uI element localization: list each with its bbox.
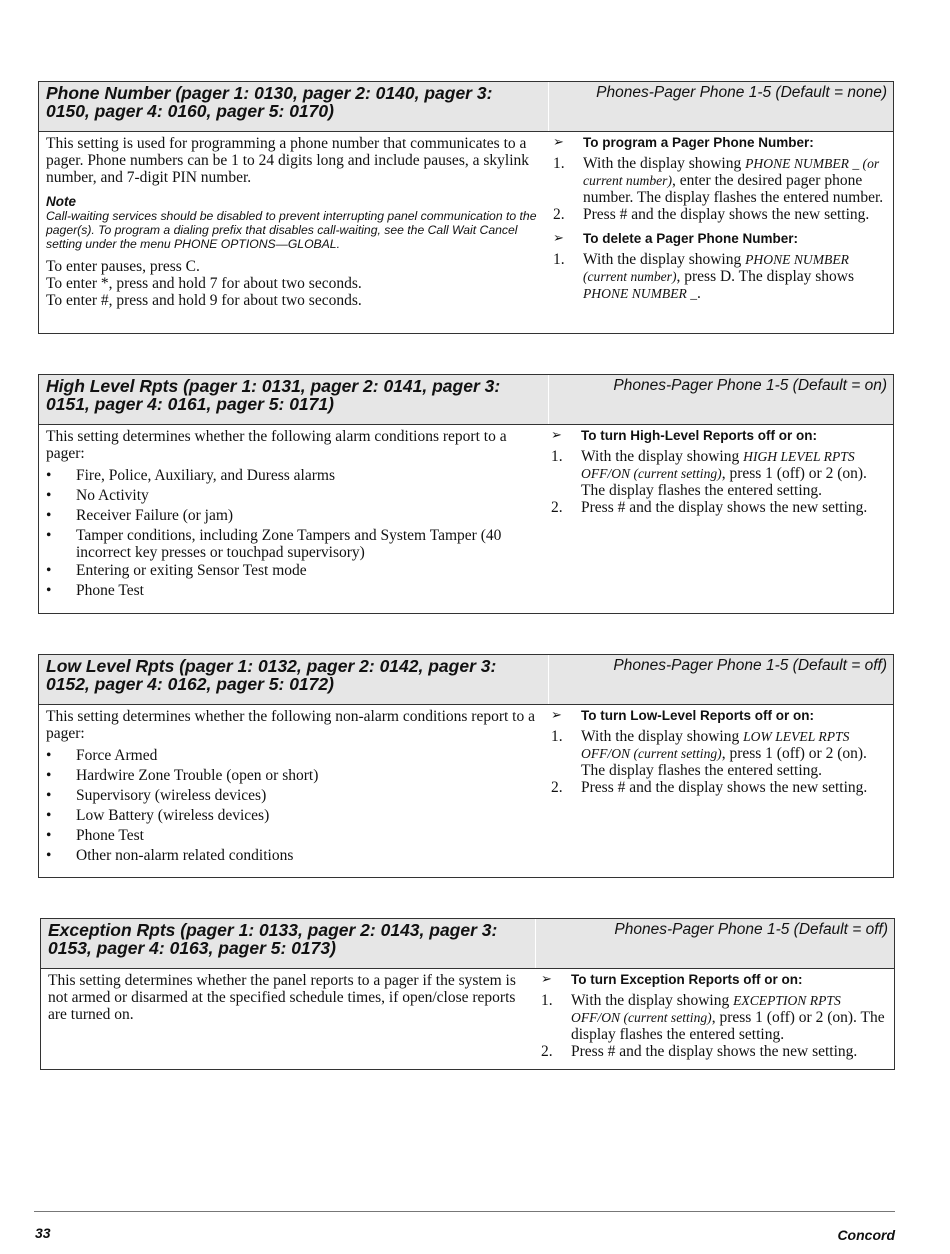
procedure-step: 1. With the display showing EXCEPTION RPTS OFF/ON (current setting), press 1 (off) or 2 (on). The display flashes the entered setting. [541, 992, 885, 1043]
section-procedure [547, 132, 893, 315]
bullet-list [46, 466, 541, 601]
section-title: Low Level Rpts (pager 1: 0132, pager 2: 0142, pager 3: 0152, pager 4: 0162, pager 5: 0172) [39, 655, 549, 704]
section-title: Phone Number (pager 1: 0130, pager 2: 0140, pager 3: 0150, pager 4: 0160, pager 5: 0170) [39, 82, 549, 131]
section-default: Phones-Pager Phone 1-5 (Default = none) [596, 84, 887, 101]
list-item: • Entering or exiting Sensor Test mode [46, 562, 307, 579]
section-title: Exception Rpts (pager 1: 0133, pager 2: 0143, pager 3: 0153, pager 4: 0163, pager 5: 0173) [41, 919, 536, 968]
intro-text: This setting determines whether the panel reports to a pager if the system is not armed or disarmed at the specified schedule times, if open/close reports are turned on. [48, 972, 516, 1023]
procedure-heading: ➢ To turn Low-Level Reports off or on: [551, 708, 814, 723]
list-item: • Fire, Police, Auxiliary, and Duress alarms [46, 467, 335, 484]
section-default: Phones-Pager Phone 1-5 (Default = off) [613, 657, 887, 674]
list-item: • Low Battery (wireless devices) [46, 807, 270, 824]
procedure-step: 1. With the display showing PHONE NUMBER (current number), press D. The display shows PHONE NUMBER _. [553, 251, 855, 302]
list-item: • Supervisory (wireless devices) [46, 787, 267, 804]
list-item: • Hardwire Zone Trouble (open or short) [46, 767, 319, 784]
procedure-step: 1. With the display showing PHONE NUMBER _ (or current number), enter the desired pager phone number. The display flashes the entered number. [553, 155, 884, 206]
list-item: • No Activity [46, 487, 149, 504]
bullet-list [46, 746, 541, 866]
section-phone-number [38, 81, 894, 334]
procedure-step: 2. Press # and the display shows the new setting. [551, 499, 868, 516]
list-item: • Phone Test [46, 827, 144, 844]
section-default: Phones-Pager Phone 1-5 (Default = on) [613, 377, 887, 394]
procedure-step: 2. Press # and the display shows the new setting. [553, 206, 870, 223]
section-description [41, 969, 536, 1066]
procedure-step: 1. With the display showing HIGH LEVEL RPTS OFF/ON (current setting), press 1 (off) or 2 (on). The display flashes the entered setting. [551, 448, 867, 499]
procedure-step: 1. With the display showing LOW LEVEL RPTS OFF/ON (current setting), press 1 (off) or 2 (on). The display flashes the entered setting. [551, 728, 867, 779]
footer-brand: Concord [837, 1227, 895, 1243]
arrow-icon: ➢ [553, 135, 564, 150]
section-header [39, 375, 893, 425]
procedure-heading: ➢ To turn High-Level Reports off or on: [551, 428, 817, 443]
note-body: Call-waiting services should be disabled to prevent interrupting panel communication to the pager(s). To program a dialing prefix that disables call-waiting, see the Call Wait Cancel setting under the menu PHONE OPTIONS—GLOBAL. [46, 209, 537, 251]
section-title: High Level Rpts (pager 1: 0131, pager 2: 0141, pager 3: 0151, pager 4: 0161, pager 5: 0171) [39, 375, 549, 424]
intro-text: This setting is used for programming a phone number that communicates to a pager. Phone numbers can be 1 to 24 digits long and include pauses, a skylink number, and 7-digit PIN number. [46, 135, 529, 186]
procedure-step: 2. Press # and the display shows the new setting. [551, 779, 868, 796]
section-description [39, 425, 547, 607]
procedure-heading: ➢ To turn Exception Reports off or on: [541, 972, 803, 987]
instruction-line: To enter *, press and hold 7 for about two seconds. [46, 275, 362, 292]
intro-text: This setting determines whether the following non-alarm conditions report to a pager: [46, 708, 535, 742]
intro-text: This setting determines whether the following alarm conditions report to a pager: [46, 428, 507, 462]
list-item: • Receiver Failure (or jam) [46, 507, 234, 524]
instruction-line: To enter #, press and hold 9 for about two seconds. [46, 292, 362, 309]
page-number: 33 [35, 1225, 51, 1241]
arrow-icon: ➢ [553, 231, 564, 246]
procedure-step: 2. Press # and the display shows the new setting. [541, 1043, 858, 1060]
procedure-heading: ➢ To delete a Pager Phone Number: [553, 231, 799, 246]
arrow-icon: ➢ [551, 428, 562, 443]
list-item: • Tamper conditions, including Zone Tampers and System Tamper (40 incorrect key presses or touchpad supervisory) [46, 527, 502, 561]
section-procedure [547, 705, 893, 872]
list-item: • Other non-alarm related conditions [46, 847, 294, 864]
footer-divider [34, 1211, 895, 1212]
section-header [41, 919, 894, 969]
list-item: • Phone Test [46, 582, 144, 599]
section-procedure [547, 425, 893, 607]
instruction-line: To enter pauses, press C. [46, 258, 200, 275]
arrow-icon: ➢ [551, 708, 562, 723]
note-title: Note [46, 194, 76, 209]
section-exception-rpts [40, 918, 895, 1070]
arrow-icon: ➢ [541, 972, 552, 987]
section-default: Phones-Pager Phone 1-5 (Default = off) [614, 921, 888, 938]
procedure-heading: ➢ To program a Pager Phone Number: [553, 135, 814, 150]
section-description [39, 705, 547, 872]
section-header [39, 655, 893, 705]
section-header [39, 82, 893, 132]
section-high-level-rpts [38, 374, 894, 614]
section-procedure [536, 969, 894, 1066]
section-low-level-rpts [38, 654, 894, 878]
list-item: • Force Armed [46, 747, 158, 764]
section-description [39, 132, 547, 315]
